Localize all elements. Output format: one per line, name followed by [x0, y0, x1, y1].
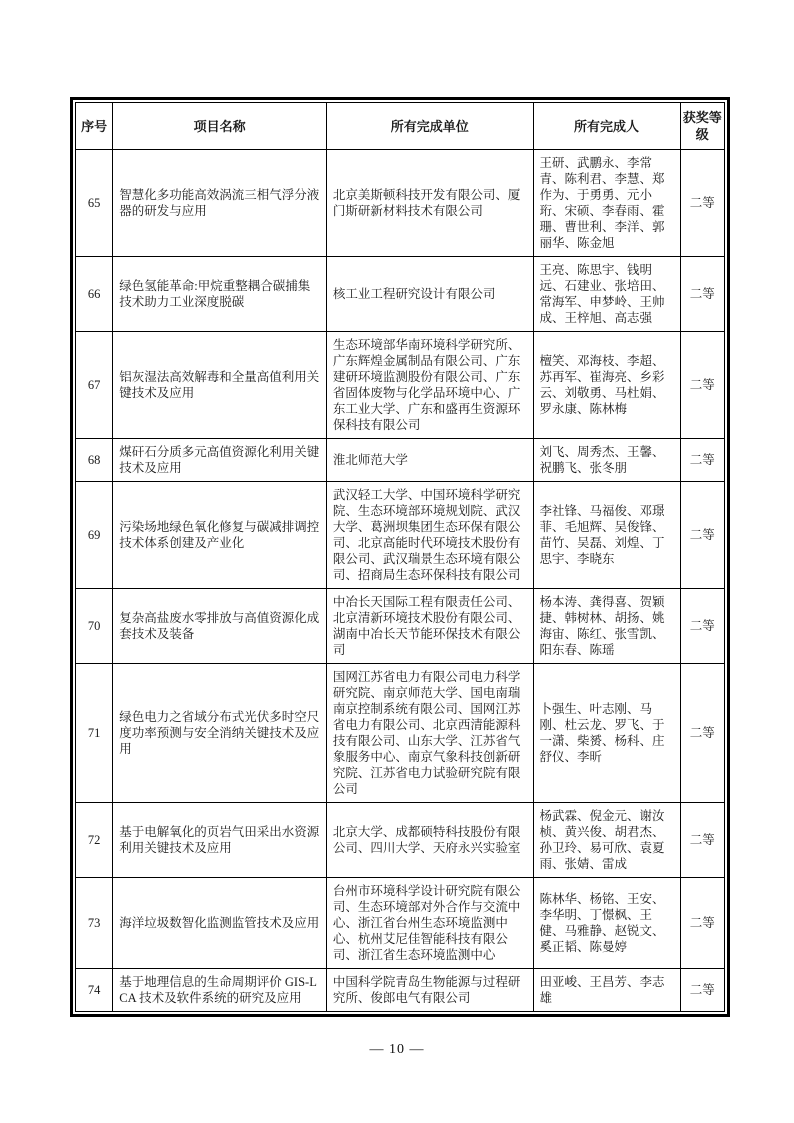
- table-row: [76, 878, 725, 969]
- completing-units: 台州市环境科学设计研究院有限公司、生态环境部对外合作与交流中心、浙江省台州生态环境监测中心、杭州艾尼佳智能科技有限公司、浙江省生态环境监测中心: [326, 878, 533, 969]
- project-name: 基于电解氧化的页岩气田采出水资源利用关键技术及应用: [113, 803, 327, 878]
- completers: 李社锋、马福俊、邓璟菲、毛旭辉、吴俊锋、苗竹、吴磊、刘煌、丁思宇、李晓东: [533, 482, 680, 589]
- table-row: [76, 257, 725, 332]
- row-number: 65: [76, 150, 113, 257]
- table-row: [76, 969, 725, 1012]
- completers: 田亚峻、王昌芳、李志雄: [533, 969, 680, 1012]
- project-name: 铝灰湿法高效解毒和全量高值利用关键技术及应用: [113, 332, 327, 439]
- completing-units: 国网江苏省电力有限公司电力科学研究院、南京师范大学、国电南瑞南京控制系统有限公司、国网江苏省电力有限公司、北京西清能源科技有限公司、山东大学、江苏省气象服务中心、南京气象科技创新研究院、江苏省电力试验研究院有限公司: [326, 664, 533, 803]
- project-name: 煤矸石分质多元高值资源化利用关键技术及应用: [113, 439, 327, 482]
- column-header-completing-units: 所有完成单位: [326, 103, 533, 150]
- award-grade: 二等: [680, 803, 724, 878]
- row-number: 72: [76, 803, 113, 878]
- table-body: [76, 150, 725, 1012]
- table-row: [76, 803, 725, 878]
- completers: 杨本涛、龚得喜、贺颖捷、韩树林、胡扬、姚海宙、陈红、张雪凯、阳东春、陈瑶: [533, 589, 680, 664]
- header-row: [76, 103, 725, 150]
- table-row: [76, 482, 725, 589]
- completing-units: 武汉轻工大学、中国环境科学研究院、生态环境部环境规划院、武汉大学、葛洲坝集团生态环保有限公司、北京高能时代环境技术股份有限公司、武汉瑞景生态环境有限公司、招商局生态环保科技有限公司: [326, 482, 533, 589]
- award-grade: 二等: [680, 664, 724, 803]
- completers: 卜强生、叶志刚、马刚、杜云龙、罗飞、于一潇、柴赟、杨科、庄舒仪、李昕: [533, 664, 680, 803]
- row-number: 68: [76, 439, 113, 482]
- award-grade: 二等: [680, 878, 724, 969]
- completers: 王研、武鹏永、李常青、陈利君、李慧、郑作为、于勇勇、元小珩、宋硕、李春雨、霍珊、曹世利、李洋、郭丽华、陈金旭: [533, 150, 680, 257]
- project-name: 污染场地绿色氧化修复与碳减排调控技术体系创建及产业化: [113, 482, 327, 589]
- row-number: 71: [76, 664, 113, 803]
- project-name: 绿色电力之省域分布式光伏多时空尺度功率预测与安全消纳关键技术及应用: [113, 664, 327, 803]
- completers: 刘飞、周秀杰、王馨、祝鹏飞、张冬朋: [533, 439, 680, 482]
- awards-table: [75, 102, 725, 1012]
- column-header-completers: 所有完成人: [533, 103, 680, 150]
- table-row: [76, 664, 725, 803]
- project-name: 基于地理信息的生命周期评价 GIS-LCA 技术及软件系统的研究及应用: [113, 969, 327, 1012]
- completing-units: 中冶长天国际工程有限责任公司、北京清新环境技术股份有限公司、湖南中冶长天节能环保技术有限公司: [326, 589, 533, 664]
- table-header: [76, 103, 725, 150]
- award-grade: 二等: [680, 589, 724, 664]
- award-grade: 二等: [680, 332, 724, 439]
- completing-units: 生态环境部华南环境科学研究所、广东辉煌金属制品有限公司、广东建研环境监测股份有限公司、广东省固体废物与化学品环境中心、广东工业大学、广东和盛再生资源环保科技有限公司: [326, 332, 533, 439]
- award-grade: 二等: [680, 150, 724, 257]
- page-number: — 10 —: [369, 1042, 425, 1057]
- completing-units: 北京美斯顿科技开发有限公司、厦门斯研新材料技术有限公司: [326, 150, 533, 257]
- award-grade: 二等: [680, 257, 724, 332]
- table-row: [76, 150, 725, 257]
- row-number: 69: [76, 482, 113, 589]
- completing-units: 淮北师范大学: [326, 439, 533, 482]
- table-row: [76, 589, 725, 664]
- project-name: 绿色氢能革命:甲烷重整耦合碳捕集技术助力工业深度脱碳: [113, 257, 327, 332]
- table-row: [76, 439, 725, 482]
- awards-table-frame: [70, 97, 730, 1017]
- completers: 杨武霖、倪金元、谢汝桢、黄兴俊、胡君杰、孙卫玲、易可欣、袁夏雨、张婧、雷成: [533, 803, 680, 878]
- completing-units: 中国科学院青岛生物能源与过程研究所、俊郎电气有限公司: [326, 969, 533, 1012]
- completers: 檀笑、邓海枝、李超、苏再军、崔海亮、乡彩云、刘敬勇、马杜娟、罗永康、陈林梅: [533, 332, 680, 439]
- project-name: 复杂高盐废水零排放与高值资源化成套技术及装备: [113, 589, 327, 664]
- project-name: 海洋垃圾数智化监测监管技术及应用: [113, 878, 327, 969]
- table-row: [76, 332, 725, 439]
- award-grade: 二等: [680, 969, 724, 1012]
- row-number: 74: [76, 969, 113, 1012]
- row-number: 66: [76, 257, 113, 332]
- completers: 陈林华、杨铭、王安、李华明、丁憬枫、王健、马雅静、赵锐文、奚正韬、陈曼婷: [533, 878, 680, 969]
- column-header-award-grade: 获奖等级: [680, 103, 724, 150]
- row-number: 70: [76, 589, 113, 664]
- row-number: 67: [76, 332, 113, 439]
- completers: 王亮、陈思宇、钱明远、石建业、张培田、常海军、申梦岭、王帅成、王梓旭、高志强: [533, 257, 680, 332]
- award-grade: 二等: [680, 482, 724, 589]
- column-header-project-name: 项目名称: [113, 103, 327, 150]
- column-header-number: 序号: [76, 103, 113, 150]
- row-number: 73: [76, 878, 113, 969]
- completing-units: 核工业工程研究设计有限公司: [326, 257, 533, 332]
- award-grade: 二等: [680, 439, 724, 482]
- completing-units: 北京大学、成都硕特科技股份有限公司、四川大学、天府永兴实验室: [326, 803, 533, 878]
- project-name: 智慧化多功能高效涡流三相气浮分液器的研发与应用: [113, 150, 327, 257]
